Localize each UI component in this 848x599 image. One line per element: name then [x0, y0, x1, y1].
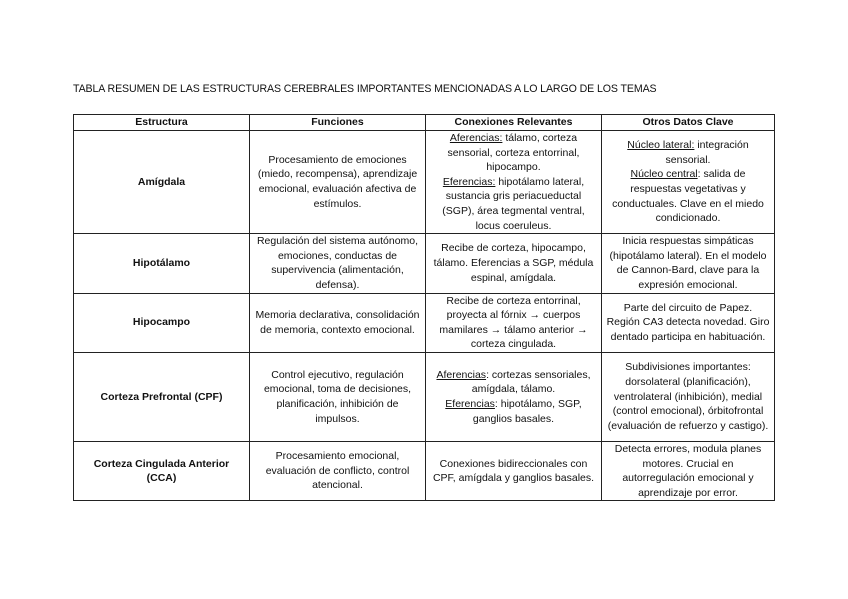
cell-otros: Inicia respuestas simpáticas (hipotálamo lateral). En el modelo de Cannon-Bard, clave para la expresión emocional. — [602, 234, 775, 293]
nucleo-lateral-label: Núcleo lateral: — [627, 139, 695, 152]
table-row — [74, 131, 775, 234]
document-title: TABLA RESUMEN DE LAS ESTRUCTURAS CEREBRALES IMPORTANTES MENCIONADAS A LO LARGO DE LOS TEMAS — [73, 83, 657, 95]
cell-funciones: Control ejecutivo, regulación emocional, toma de decisiones, planificación, inhibición de impulsos. — [250, 352, 426, 441]
eferencias-label: Eferencias: — [442, 175, 496, 188]
cell-conexiones — [426, 352, 602, 441]
cell-otros: Subdivisiones importantes: dorsolateral (planificación), ventrolateral (inhibición), medial (control emocional), órbitofrontal (evaluación de refuerzo y castigo). — [602, 352, 775, 441]
cell-estructura: Corteza Cingulada Anterior (CCA) — [74, 441, 250, 500]
cell-estructura: Hipotálamo — [74, 234, 250, 293]
table-header-row — [74, 115, 775, 131]
cell-conexiones: Conexiones bidireccionales con CPF, amígdala y ganglios basales. — [426, 441, 602, 500]
nucleo-central-text: : salida de respuestas vegetativas y conductuales. Clave en el miedo condicionado. — [612, 168, 764, 225]
aferencias-text: : cortezas sensoriales, amígdala, tálamo. — [471, 368, 591, 396]
eferencias-label: Eferencias — [445, 397, 495, 410]
cell-funciones: Memoria declarativa, consolidación de memoria, contexto emocional. — [250, 293, 426, 352]
table-row — [74, 441, 775, 500]
table-row — [74, 352, 775, 441]
aferencias-label: Aferencias: — [449, 132, 503, 144]
cell-estructura: Amígdala — [74, 131, 250, 234]
cell-otros: Parte del circuito de Papez. Región CA3 detecta novedad. Giro dentado participa en habituación. — [602, 293, 775, 352]
cell-otros: Detecta errores, modula planes motores. Crucial en autorregulación emocional y aprendizaje por error. — [602, 441, 775, 500]
header-funciones: Funciones — [250, 115, 426, 131]
cell-funciones: Regulación del sistema autónomo, emociones, conductas de supervivencia (alimentación, defensa). — [250, 234, 426, 293]
table-row — [74, 293, 775, 352]
eferencias-text: hipotálamo lateral, sustancia gris periacueductal (SGP), área tegmental ventral, locus coeruleus. — [442, 175, 585, 232]
header-estructura: Estructura — [74, 115, 250, 131]
eferencias-text: : hipotálamo, SGP, ganglios basales. — [472, 397, 582, 425]
nucleo-central-label: Núcleo central — [630, 168, 698, 181]
aferencias-label: Aferencias — [436, 368, 487, 381]
cell-estructura: Hipocampo — [74, 293, 250, 352]
summary-table — [73, 114, 775, 501]
aferencias-text: tálamo, corteza sensorial, corteza entorrinal, hipocampo. — [447, 132, 580, 174]
table-row — [74, 234, 775, 293]
cell-conexiones: Recibe de corteza entorrinal, proyecta al fórnix → cuerpos mamilares → tálamo anterior → corteza cingulada. — [426, 293, 602, 352]
cell-conexiones — [426, 131, 602, 234]
cell-funciones: Procesamiento emocional, evaluación de conflicto, control atencional. — [250, 441, 426, 500]
nucleo-lateral-text: integración sensorial. — [665, 139, 749, 166]
header-otros: Otros Datos Clave — [602, 115, 775, 131]
cell-conexiones: Recibe de corteza, hipocampo, tálamo. Eferencias a SGP, médula espinal, amígdala. — [426, 234, 602, 293]
header-conexiones: Conexiones Relevantes — [426, 115, 602, 131]
cell-estructura: Corteza Prefrontal (CPF) — [74, 352, 250, 441]
cell-funciones: Procesamiento de emociones (miedo, recompensa), aprendizaje emocional, evaluación afectiva de estímulos. — [250, 131, 426, 234]
cell-otros — [602, 131, 775, 234]
